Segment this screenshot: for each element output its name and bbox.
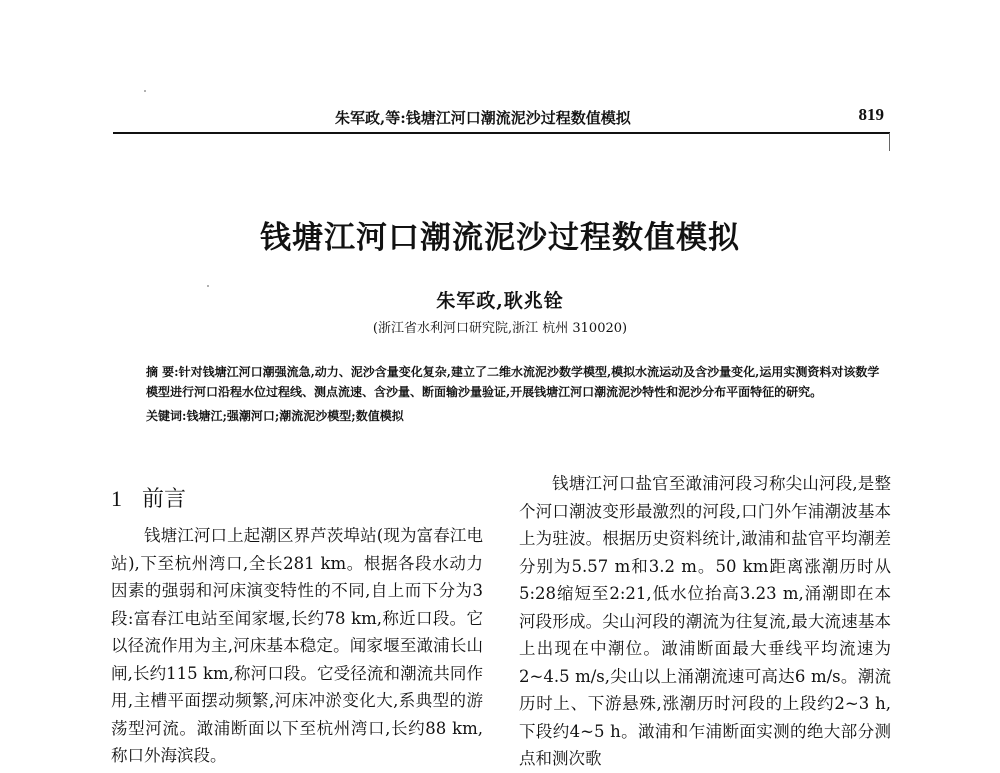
page-number: 819	[858, 105, 884, 124]
body-paragraph-left: 钱塘江河口上起潮区界芦茨埠站(现为富春江电站),下至杭州湾口,全长281 km。根据各段水动力因素的强弱和河床演变特性的不同,自上而下分为3段:富春江电站至闻家堰,长约78 km,称近口段。它以径流作用为主,河床基本稳定。闻家堰至澉浦长山闸,长约115 km,称河口段。它受径流和潮流共同作用,主槽平面摆动频繁,河床冲淤变化大,系典型的游荡型河流。澉浦断面以下至杭州湾口,长约88 km,称口外海滨段。	[111, 526, 483, 765]
abstract-block	[146, 362, 886, 426]
scan-speck	[144, 90, 146, 92]
section-title: 前言	[142, 487, 187, 512]
running-title: 朱军政,等:钱塘江河口潮流泥沙过程数值模拟	[335, 109, 631, 127]
body-paragraph-right: 钱塘江河口盐官至澉浦河段习称尖山河段,是整个河口潮波变形最激烈的河段,口门外乍浦潮波基本上为驻波。根据历史资料统计,澉浦和盐官平均潮差分别为5.57 m和3.2 m。50 km距离涨潮历时从5:28缩短至2:21,低水位抬高3.23 m,涌潮即在本河段形成。尖山河段的潮流为往复流,最大流速基本上出现在中潮位。澉浦断面最大垂线平均流速为2~4.5 m/s,尖山以上涌潮流速可高达6 m/s。潮流历时上、下游悬殊,涨潮历时河段的上段约2~3 h,下段约4~5 h。澉浦和乍浦断面实测的绝大部分测点和测次歌	[519, 474, 891, 768]
affiliation: (浙江省水利河口研究院,浙江 杭州 310020)	[372, 321, 628, 336]
paper-title: 钱塘江河口潮流泥沙过程数值模拟	[260, 220, 740, 256]
abstract-label: 摘 要:	[146, 365, 179, 379]
right-column	[519, 470, 891, 773]
header-rule	[113, 132, 890, 134]
keywords-label: 关键词:	[146, 409, 187, 423]
abstract-text: 针对钱塘江河口潮强流急,动力、泥沙含量变化复杂,建立了二维水流泥沙数学模型,模拟水流运动及含沙量变化,运用实测资料对该数学模型进行河口沿程水位过程线、测点流速、含沙量、断面输沙量验证,开展钱塘江河口潮流泥沙特性和泥沙分布平面特征的研究。	[146, 365, 880, 399]
header-rule-tick	[889, 133, 890, 151]
authors: 朱军政,耿兆铨	[436, 290, 564, 312]
section-heading	[111, 482, 483, 517]
abstract	[146, 362, 886, 402]
keywords-text: 钱塘江;强潮河口;潮流泥沙模型;数值模拟	[186, 409, 404, 423]
section-number: 1	[111, 486, 122, 511]
keywords	[146, 406, 886, 426]
running-header	[113, 103, 890, 129]
left-column	[111, 470, 483, 770]
